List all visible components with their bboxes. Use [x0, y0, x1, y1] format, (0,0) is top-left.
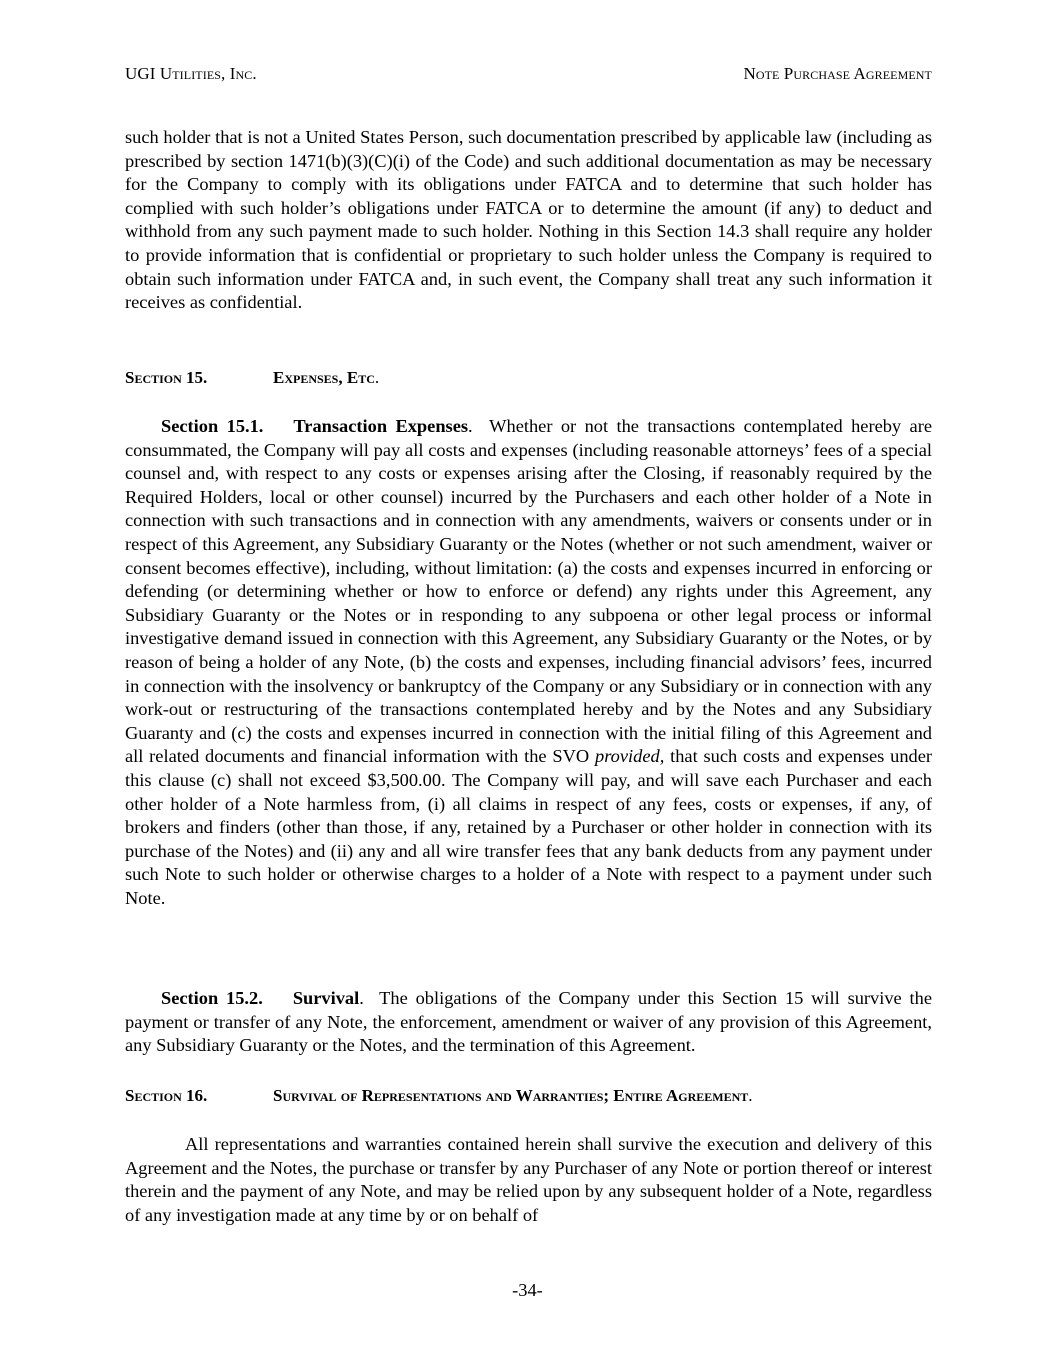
- section-15-1-provided: provided,: [595, 746, 665, 767]
- section-15-2-title: Survival: [292, 988, 360, 1008]
- section-15-1-title-period: .: [468, 416, 473, 436]
- section-15-2-number: Section 15.2.: [161, 988, 263, 1008]
- section-15-2-text: The obligations of the Company under this Section 15 will survive the payment or transfer of any Note, the enforcement, amendment or waiver of any provision of this Agreement, any Subsidiary Guaranty or the Notes, and the termination of this Agreement.: [125, 988, 932, 1056]
- paragraph-section-14-3-continuation: such holder that is not a United States Person, such documentation prescribed by applicable law (including as prescribed by section 1471(b)(3)(C)(i) of the Code) and such additional documentation as may be necessary for the Company to comply with its obligations under FATCA and to determine that such holder has complied with such holder’s obligations under FATCA or to determine the amount (if any) to deduct and withhold from any such payment made to such holder. Nothing in this Section 14.3 shall require any holder to provide information that is confidential or proprietary to such holder unless the Company is required to obtain such information under FATCA and, in such event, the Company shall treat any such information it receives as confidential.: [125, 127, 932, 313]
- section-15-heading: [125, 368, 379, 388]
- header-company-name: UGI Utilities, Inc.: [125, 64, 257, 83]
- section-15-number: Section 15.: [125, 368, 208, 387]
- section-15-1-text-a: Whether or not the transactions contemplated hereby are consummated, the Company will pay all costs and expenses (including reasonable attorneys’ fees of a special counsel and, with respect to any costs or expenses arising after the Closing, if reasonably required by the Required Holders, local or other counsel) incurred by the Purchasers and each other holder of a Note in connection with such transactions and in connection with any amendments, waivers or consents under or in respect of this Agreement, any Subsidiary Guaranty or the Notes (whether or not such amendment, waiver or consent becomes effective), including, without limitation: (a) the costs and expenses incurred in enforcing or defending (or determining whether or how to enforce or defend) any rights under this Agreement, any Subsidiary Guaranty or the Notes or in responding to any subpoena or other legal process or informal investigative demand issued in connection with this Agreement, any Subsidiary Guaranty or the Notes, or by reason of being a holder of any Note, (b) the costs and expenses, including financial advisors’ fees, incurred in connection with the insolvency or bankruptcy of the Company or any Subsidiary or in connection with any work-out or restructuring of the transactions contemplated hereby and by the Notes and any Subsidiary Guaranty and (c) the costs and expenses incurred in connection with the initial filing of this Agreement and all related documents and financial information with the SVO: [125, 416, 932, 767]
- section-16-number: Section 16.: [125, 1086, 208, 1105]
- section-15-1-number: Section 15.1.: [161, 416, 264, 436]
- section-16-heading: [125, 1086, 753, 1106]
- section-15-2-title-period: .: [359, 988, 364, 1008]
- section-16-title-period: .: [748, 1086, 753, 1105]
- section-16-paragraph: All representations and warranties contained herein shall survive the execution and delivery of this Agreement and the Notes, the purchase or transfer by any Purchaser of any Note or portion thereof or interest therein and the payment of any Note, and may be relied upon by any subsequent holder of a Note, regardless of any investigation made at any time by or on behalf of: [125, 1134, 932, 1225]
- section-15-1-text-b: that such costs and expenses under this clause (c) shall not exceed $3,500.00. The Company will pay, and will save each Purchaser and each other holder of a Note harmless from, (i) all claims in respect of any fees, costs or expenses, if any, of brokers and finders (other than those, if any, retained by a Purchaser or other holder in connection with its purchase of the Notes) and (ii) any and all wire transfer fees that any bank deducts from any payment under such Note to such holder or otherwise charges to a holder of a Note with respect to a payment under such Note.: [125, 746, 933, 908]
- section-16-title: Survival of Representations and Warranties; Entire Agreement: [273, 1086, 749, 1105]
- section-15-title-period: .: [374, 368, 380, 387]
- page-number: -34-: [512, 1280, 543, 1300]
- section-15-title: Expenses, Etc: [273, 368, 375, 387]
- section-15-2-paragraph: [125, 987, 932, 1058]
- header-document-title: Note Purchase Agreement: [743, 64, 932, 83]
- section-15-1-title: Transaction Expenses: [293, 416, 469, 436]
- section-15-1-paragraph: [125, 415, 932, 910]
